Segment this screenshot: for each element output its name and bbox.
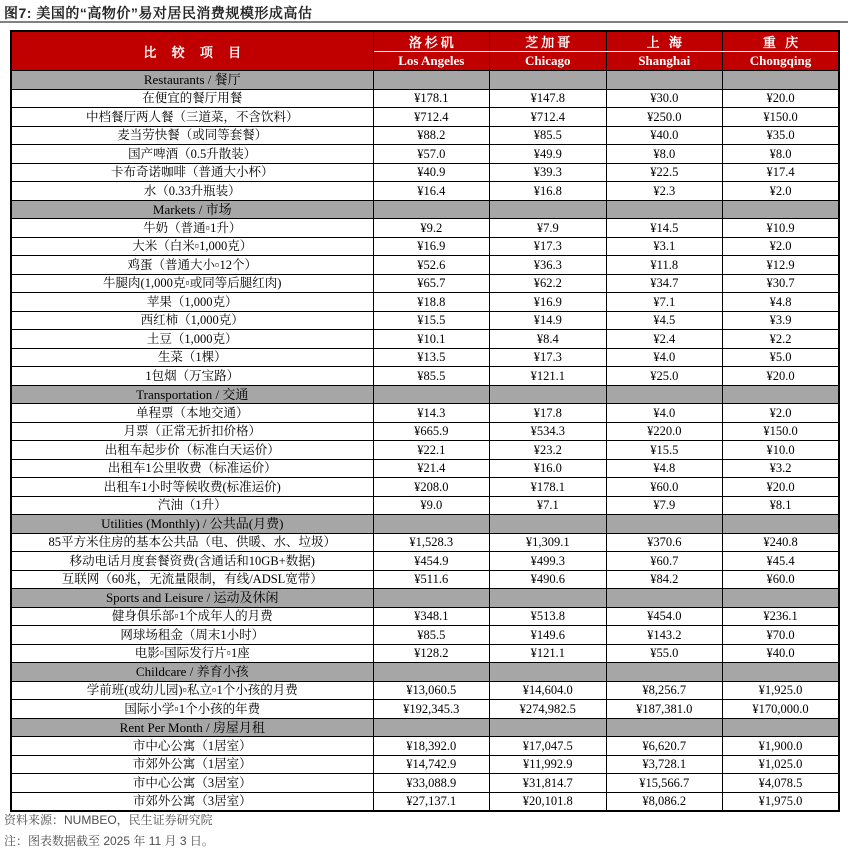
price-cell: ¥187,381.0 (606, 700, 723, 719)
item-label-cell: 市中心公寓（3居室） (11, 774, 373, 793)
item-label-cell: 大米（白米▫1,000克） (11, 237, 373, 256)
section-empty-cell (373, 663, 490, 682)
section-empty-cell (606, 515, 723, 534)
item-label-cell: 单程票（本地交通） (11, 404, 373, 423)
price-cell: ¥370.6 (606, 533, 723, 552)
section-empty-cell (490, 589, 607, 608)
price-cell: ¥14,604.0 (490, 681, 607, 700)
item-label-cell: 出租车1公里收费（标准运价） (11, 459, 373, 478)
item-label-cell: 市郊外公寓（1居室） (11, 755, 373, 774)
price-cell: ¥20,101.8 (490, 792, 607, 811)
item-label-cell: 市中心公寓（1居室） (11, 737, 373, 756)
item-label-cell: 1包烟（万宝路） (11, 367, 373, 386)
section-empty-cell (490, 718, 607, 737)
price-cell: ¥4.8 (606, 459, 723, 478)
price-cell: ¥17.8 (490, 404, 607, 423)
item-label-cell: 学前班(或幼儿园)▫私立▫1个小孩的月费 (11, 681, 373, 700)
section-empty-cell (606, 71, 723, 90)
item-label-cell: 中档餐厅两人餐（三道菜，不含饮料） (11, 108, 373, 127)
price-cell: ¥1,900.0 (723, 737, 840, 756)
price-cell: ¥12.9 (723, 256, 840, 275)
price-cell: ¥20.0 (723, 367, 840, 386)
section-empty-cell (490, 385, 607, 404)
price-cell: ¥192,345.3 (373, 700, 490, 719)
table-row (11, 441, 839, 460)
price-cell: ¥149.6 (490, 626, 607, 645)
price-cell: ¥1,309.1 (490, 533, 607, 552)
table-row (11, 774, 839, 793)
section-empty-cell (490, 200, 607, 219)
section-empty-cell (373, 71, 490, 90)
item-label-cell: 互联网（60兆，无流量限制，有线/ADSL宽带） (11, 570, 373, 589)
item-label-cell: 85平方米住房的基本公共品（电、供暖、水、垃圾） (11, 533, 373, 552)
price-cell: ¥88.2 (373, 126, 490, 145)
price-cell: ¥30.0 (606, 89, 723, 108)
price-cell: ¥20.0 (723, 478, 840, 497)
table-row (11, 533, 839, 552)
price-cell: ¥31,814.7 (490, 774, 607, 793)
price-cell: ¥15.5 (373, 311, 490, 330)
item-label-cell: 出租车1小时等候收费(标准运价) (11, 478, 373, 497)
price-cell: ¥1,925.0 (723, 681, 840, 700)
price-cell: ¥2.0 (723, 237, 840, 256)
section-empty-cell (606, 718, 723, 737)
section-empty-cell (373, 200, 490, 219)
item-label-cell: 市郊外公寓（3居室） (11, 792, 373, 811)
city-header-cn-2: 上 海 (606, 31, 723, 52)
price-cell: ¥143.2 (606, 626, 723, 645)
section-header-row (11, 385, 839, 404)
price-cell: ¥240.8 (723, 533, 840, 552)
section-empty-cell (490, 515, 607, 534)
price-cell: ¥1,975.0 (723, 792, 840, 811)
price-cell: ¥511.6 (373, 570, 490, 589)
price-cell: ¥70.0 (723, 626, 840, 645)
table-row (11, 145, 839, 164)
price-cell: ¥17,047.5 (490, 737, 607, 756)
price-cell: ¥7.1 (490, 496, 607, 515)
price-cell: ¥128.2 (373, 644, 490, 663)
city-header-en-2: Shanghai (606, 52, 723, 71)
section-header-row (11, 718, 839, 737)
section-empty-cell (723, 589, 840, 608)
section-empty-cell (723, 663, 840, 682)
price-cell: ¥16.8 (490, 182, 607, 201)
price-cell: ¥8,086.2 (606, 792, 723, 811)
price-cell: ¥20.0 (723, 89, 840, 108)
table-row (11, 163, 839, 182)
city-header-cn-1: 芝加哥 (490, 31, 607, 52)
table-row (11, 126, 839, 145)
table-body (11, 71, 839, 811)
price-cell: ¥513.8 (490, 607, 607, 626)
table-row (11, 496, 839, 515)
price-cell: ¥8.0 (606, 145, 723, 164)
section-empty-cell (723, 718, 840, 737)
price-cell: ¥7.1 (606, 293, 723, 312)
section-header-cell: Utilities (Monthly) / 公共品(月费) (11, 515, 373, 534)
item-label-cell: 卡布奇诺咖啡（普通大小杯） (11, 163, 373, 182)
section-header-row (11, 200, 839, 219)
price-cell: ¥7.9 (490, 219, 607, 238)
price-cell: ¥18.8 (373, 293, 490, 312)
figure-footer (4, 810, 214, 852)
table-row (11, 737, 839, 756)
section-empty-cell (723, 71, 840, 90)
section-header-cell: Restaurants / 餐厅 (11, 71, 373, 90)
table-row (11, 274, 839, 293)
price-cell: ¥11.8 (606, 256, 723, 275)
city-header-cn-0: 洛杉矶 (373, 31, 490, 52)
price-cell: ¥17.3 (490, 237, 607, 256)
price-cell: ¥15,566.7 (606, 774, 723, 793)
price-cell: ¥178.1 (490, 478, 607, 497)
source-line: 资料来源：NUMBEO，民生证券研究院 (4, 813, 213, 827)
table-row (11, 700, 839, 719)
price-cell: ¥84.2 (606, 570, 723, 589)
price-cell: ¥150.0 (723, 422, 840, 441)
price-cell: ¥534.3 (490, 422, 607, 441)
section-empty-cell (606, 663, 723, 682)
table-row (11, 256, 839, 275)
table-row (11, 552, 839, 571)
price-cell: ¥52.6 (373, 256, 490, 275)
price-cell: ¥16.4 (373, 182, 490, 201)
header-row-cn (11, 31, 839, 52)
price-cell: ¥10.0 (723, 441, 840, 460)
item-label-cell: 国际小学▫1个小孩的年费 (11, 700, 373, 719)
item-label-cell: 在便宜的餐厅用餐 (11, 89, 373, 108)
item-label-cell: 移动电话月度套餐资费(含通话和10GB+数据) (11, 552, 373, 571)
price-cell: ¥4.0 (606, 404, 723, 423)
price-cell: ¥236.1 (723, 607, 840, 626)
price-cell: ¥21.4 (373, 459, 490, 478)
price-cell: ¥6,620.7 (606, 737, 723, 756)
section-empty-cell (373, 589, 490, 608)
section-empty-cell (373, 718, 490, 737)
price-cell: ¥499.3 (490, 552, 607, 571)
table-row (11, 219, 839, 238)
price-cell: ¥8,256.7 (606, 681, 723, 700)
price-cell: ¥22.5 (606, 163, 723, 182)
item-label-cell: 麦当劳快餐（或同等套餐） (11, 126, 373, 145)
section-empty-cell (723, 200, 840, 219)
table-row (11, 644, 839, 663)
table-header (11, 31, 839, 71)
price-cell: ¥2.4 (606, 330, 723, 349)
price-cell: ¥55.0 (606, 644, 723, 663)
section-header-row (11, 515, 839, 534)
item-label-cell: 水（0.33升瓶装） (11, 182, 373, 201)
price-cell: ¥2.0 (723, 404, 840, 423)
table-row (11, 108, 839, 127)
table-row (11, 89, 839, 108)
price-cell: ¥27,137.1 (373, 792, 490, 811)
section-header-row (11, 71, 839, 90)
price-cell: ¥15.5 (606, 441, 723, 460)
table-row (11, 237, 839, 256)
price-cell: ¥35.0 (723, 126, 840, 145)
item-label-cell: 牛腿肉(1,000克▫或同等后腿红肉) (11, 274, 373, 293)
price-cell: ¥274,982.5 (490, 700, 607, 719)
price-cell: ¥4.0 (606, 348, 723, 367)
table-row (11, 330, 839, 349)
item-column-header: 比 较 项 目 (11, 31, 373, 71)
item-label-cell: 苹果（1,000克） (11, 293, 373, 312)
section-header-cell: Rent Per Month / 房屋月租 (11, 718, 373, 737)
price-cell: ¥121.1 (490, 367, 607, 386)
price-cell: ¥49.9 (490, 145, 607, 164)
section-header-cell: Childcare / 养育小孩 (11, 663, 373, 682)
note-line: 注：图表数据截至 2025 年 11 月 3 日。 (4, 834, 214, 848)
table-row (11, 626, 839, 645)
item-label-cell: 汽油（1升） (11, 496, 373, 515)
price-cell: ¥8.4 (490, 330, 607, 349)
price-cell: ¥208.0 (373, 478, 490, 497)
price-cell: ¥1,025.0 (723, 755, 840, 774)
price-cell: ¥14.9 (490, 311, 607, 330)
figure-title: 图7: 美国的“高物价”易对居民消费规模形成高估 (4, 5, 313, 21)
price-cell: ¥3.1 (606, 237, 723, 256)
price-cell: ¥4.5 (606, 311, 723, 330)
price-cell: ¥11,992.9 (490, 755, 607, 774)
price-comparison-table (10, 30, 840, 812)
item-label-cell: 出租车起步价（标准白天运价） (11, 441, 373, 460)
price-cell: ¥23.2 (490, 441, 607, 460)
price-cell: ¥16.9 (373, 237, 490, 256)
price-cell: ¥8.1 (723, 496, 840, 515)
item-label-cell: 鸡蛋（普通大小▫12个） (11, 256, 373, 275)
price-cell: ¥85.5 (373, 367, 490, 386)
table-row (11, 422, 839, 441)
price-cell: ¥250.0 (606, 108, 723, 127)
section-header-cell: Markets / 市场 (11, 200, 373, 219)
price-cell: ¥5.0 (723, 348, 840, 367)
item-label-cell: 生菜（1棵） (11, 348, 373, 367)
price-cell: ¥3.2 (723, 459, 840, 478)
price-cell: ¥712.4 (490, 108, 607, 127)
price-cell: ¥4,078.5 (723, 774, 840, 793)
section-header-cell: Transportation / 交通 (11, 385, 373, 404)
section-empty-cell (373, 515, 490, 534)
table-row (11, 367, 839, 386)
price-cell: ¥8.0 (723, 145, 840, 164)
price-cell: ¥16.9 (490, 293, 607, 312)
table-row (11, 404, 839, 423)
table-row (11, 755, 839, 774)
price-cell: ¥25.0 (606, 367, 723, 386)
price-cell: ¥2.0 (723, 182, 840, 201)
section-empty-cell (723, 515, 840, 534)
section-header-cell: Sports and Leisure / 运动及休闲 (11, 589, 373, 608)
price-cell: ¥60.0 (723, 570, 840, 589)
table-row (11, 311, 839, 330)
price-cell: ¥3.9 (723, 311, 840, 330)
section-empty-cell (490, 663, 607, 682)
price-cell: ¥36.3 (490, 256, 607, 275)
table-row (11, 478, 839, 497)
price-cell: ¥22.1 (373, 441, 490, 460)
section-header-row (11, 589, 839, 608)
table-row (11, 681, 839, 700)
price-cell: ¥4.8 (723, 293, 840, 312)
price-cell: ¥9.0 (373, 496, 490, 515)
price-cell: ¥490.6 (490, 570, 607, 589)
price-cell: ¥17.4 (723, 163, 840, 182)
section-empty-cell (606, 589, 723, 608)
price-cell: ¥1,528.3 (373, 533, 490, 552)
price-cell: ¥10.9 (723, 219, 840, 238)
item-label-cell: 西红柿（1,000克） (11, 311, 373, 330)
table-row (11, 607, 839, 626)
price-cell: ¥33,088.9 (373, 774, 490, 793)
price-cell: ¥40.9 (373, 163, 490, 182)
price-cell: ¥40.0 (606, 126, 723, 145)
section-empty-cell (606, 200, 723, 219)
price-cell: ¥220.0 (606, 422, 723, 441)
price-cell: ¥16.0 (490, 459, 607, 478)
item-label-cell: 牛奶（普通▫1升） (11, 219, 373, 238)
price-cell: ¥170,000.0 (723, 700, 840, 719)
table-row (11, 459, 839, 478)
price-cell: ¥30.7 (723, 274, 840, 293)
price-cell: ¥13.5 (373, 348, 490, 367)
price-cell: ¥121.1 (490, 644, 607, 663)
section-empty-cell (490, 71, 607, 90)
section-empty-cell (723, 385, 840, 404)
city-header-cn-3: 重 庆 (723, 31, 840, 52)
price-cell: ¥65.7 (373, 274, 490, 293)
price-cell: ¥712.4 (373, 108, 490, 127)
price-cell: ¥40.0 (723, 644, 840, 663)
price-cell: ¥60.7 (606, 552, 723, 571)
price-cell: ¥34.7 (606, 274, 723, 293)
city-header-en-3: Chongqing (723, 52, 840, 71)
price-cell: ¥665.9 (373, 422, 490, 441)
price-cell: ¥85.5 (373, 626, 490, 645)
price-cell: ¥2.2 (723, 330, 840, 349)
price-cell: ¥14.5 (606, 219, 723, 238)
city-header-en-0: Los Angeles (373, 52, 490, 71)
price-cell: ¥45.4 (723, 552, 840, 571)
price-cell: ¥85.5 (490, 126, 607, 145)
price-cell: ¥13,060.5 (373, 681, 490, 700)
price-cell: ¥147.8 (490, 89, 607, 108)
price-cell: ¥18,392.0 (373, 737, 490, 756)
price-cell: ¥14,742.9 (373, 755, 490, 774)
item-label-cell: 网球场租金（周末1小时） (11, 626, 373, 645)
item-label-cell: 电影▫国际发行片▫1座 (11, 644, 373, 663)
item-label-cell: 国产啤酒（0.5升散装） (11, 145, 373, 164)
table-row (11, 570, 839, 589)
price-cell: ¥150.0 (723, 108, 840, 127)
price-cell: ¥454.0 (606, 607, 723, 626)
price-cell: ¥178.1 (373, 89, 490, 108)
price-cell: ¥10.1 (373, 330, 490, 349)
price-cell: ¥2.3 (606, 182, 723, 201)
price-cell: ¥454.9 (373, 552, 490, 571)
price-cell: ¥348.1 (373, 607, 490, 626)
city-header-en-1: Chicago (490, 52, 607, 71)
item-label-cell: 月票（正常无折扣价格） (11, 422, 373, 441)
item-label-cell: 健身俱乐部▫1个成年人的月费 (11, 607, 373, 626)
item-label-cell: 土豆（1,000克） (11, 330, 373, 349)
price-cell: ¥60.0 (606, 478, 723, 497)
table-row (11, 293, 839, 312)
table-row (11, 792, 839, 811)
price-cell: ¥17.3 (490, 348, 607, 367)
price-cell: ¥3,728.1 (606, 755, 723, 774)
section-empty-cell (373, 385, 490, 404)
price-cell: ¥57.0 (373, 145, 490, 164)
price-cell: ¥7.9 (606, 496, 723, 515)
price-cell: ¥39.3 (490, 163, 607, 182)
table-row (11, 348, 839, 367)
title-underline (0, 21, 848, 23)
price-cell: ¥14.3 (373, 404, 490, 423)
price-cell: ¥62.2 (490, 274, 607, 293)
table-row (11, 182, 839, 201)
section-empty-cell (606, 385, 723, 404)
section-header-row (11, 663, 839, 682)
price-cell: ¥9.2 (373, 219, 490, 238)
